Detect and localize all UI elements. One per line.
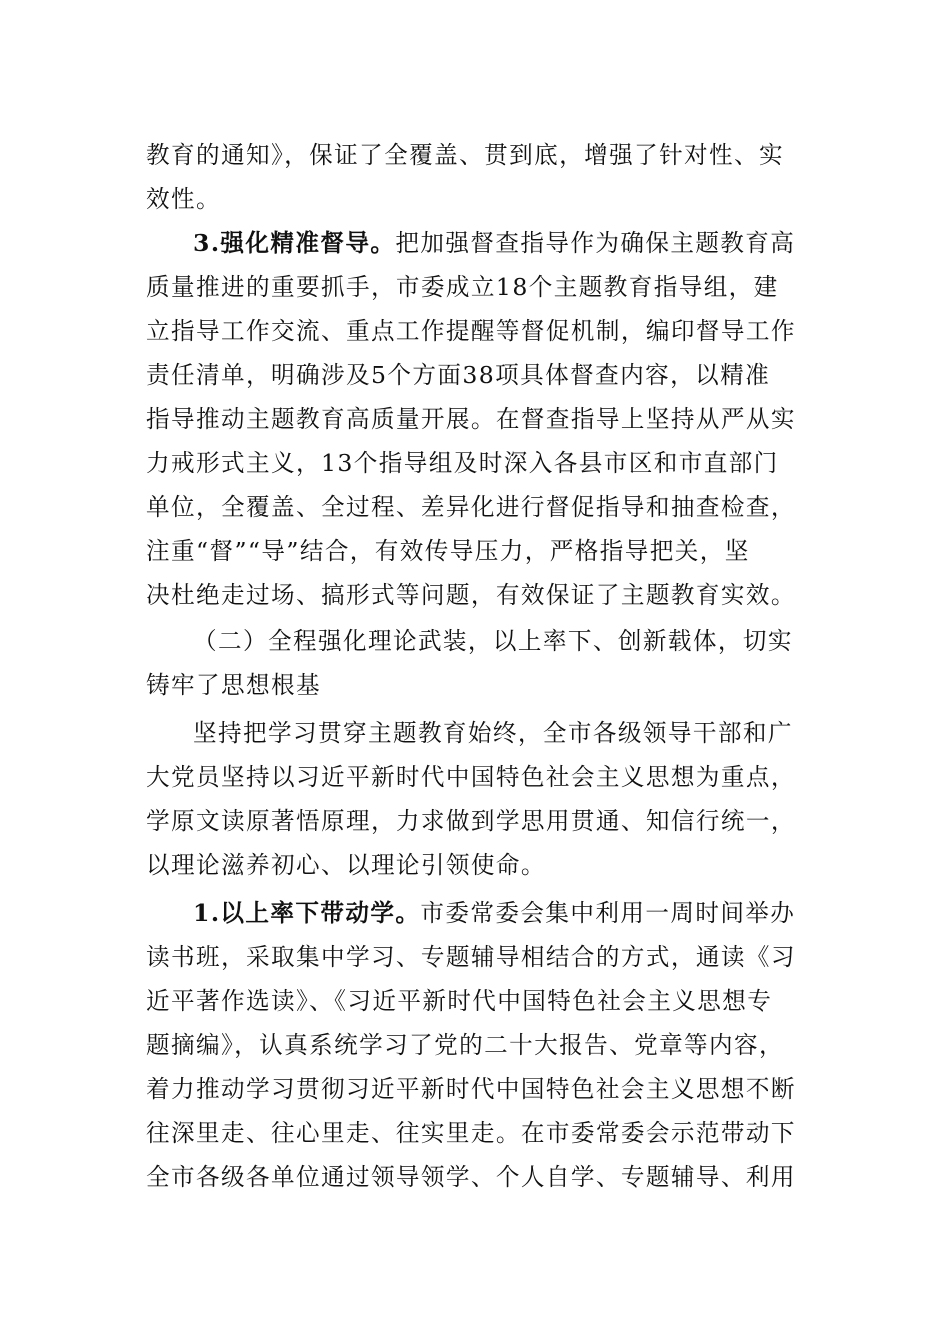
- body-line: 学原文读原著悟原理，力求做到学思用贯通、知信行统一，: [146, 807, 796, 835]
- body-line: 质量推进的重要抓手，市委成立18个主题教育指导组，建: [146, 273, 779, 301]
- body-text: 市委常委会集中利用一周时间举办: [420, 899, 796, 927]
- body-line: 全市各级各单位通过领导领学、个人自学、专题辅导、利用: [146, 1163, 796, 1191]
- body-line: 指导推动主题教育高质量开展。在督查指导上坚持从严从实: [146, 405, 796, 433]
- body-line: 教育的通知》，保证了全覆盖、贯到底，增强了针对性、实: [146, 141, 785, 169]
- body-line: 着力推动学习贯彻习近平新时代中国特色社会主义思想不断: [146, 1075, 796, 1103]
- subsection-heading-line: （二）全程强化理论武装，以上率下、创新载体，切实: [193, 627, 793, 655]
- body-line: 立指导工作交流、重点工作提醒等督促机制，编印督导工作: [146, 317, 796, 345]
- body-line: 单位，全覆盖、全过程、差异化进行督促指导和抽查检查，: [146, 493, 796, 521]
- body-line: 以理论滋养初心、以理论引领使命。: [146, 851, 546, 879]
- section-heading-line: [193, 898, 808, 928]
- body-line: 决杜绝走过场、搞形式等问题，有效保证了主题教育实效。: [146, 581, 796, 609]
- body-line: 读书班，采取集中学习、专题辅导相结合的方式，通读《习: [146, 943, 796, 971]
- subsection-heading-line: 铸牢了思想根基: [146, 671, 321, 699]
- body-line: 题摘编》，认真系统学习了党的二十大报告、党章等内容，: [146, 1031, 785, 1059]
- body-line: 责任清单，明确涉及5个方面38项具体督查内容，以精准: [146, 361, 771, 389]
- section-heading-1: 1.以上率下带动学。: [193, 899, 421, 927]
- body-line: 注重“督”“导”结合，有效传导压力，严格指导把关，坚: [146, 537, 750, 565]
- body-line: 坚持把学习贯穿主题教育始终，全市各级领导干部和广: [193, 719, 793, 747]
- body-line: 近平著作选读》、《习近平新时代中国特色社会主义思想专: [146, 987, 773, 1015]
- body-line: 力戒形式主义，13个指导组及时深入各县市区和市直部门: [146, 449, 779, 477]
- body-text: 把加强督查指导作为确保主题教育高: [395, 229, 796, 257]
- body-line: 效性。: [146, 185, 221, 213]
- body-line: 大党员坚持以习近平新时代中国特色社会主义思想为重点，: [146, 763, 796, 791]
- section-heading-3: 3.强化精准督导。: [193, 229, 396, 257]
- body-line: 往深里走、往心里走、往实里走。在市委常委会示范带动下: [146, 1119, 796, 1147]
- section-heading-line: [193, 228, 808, 258]
